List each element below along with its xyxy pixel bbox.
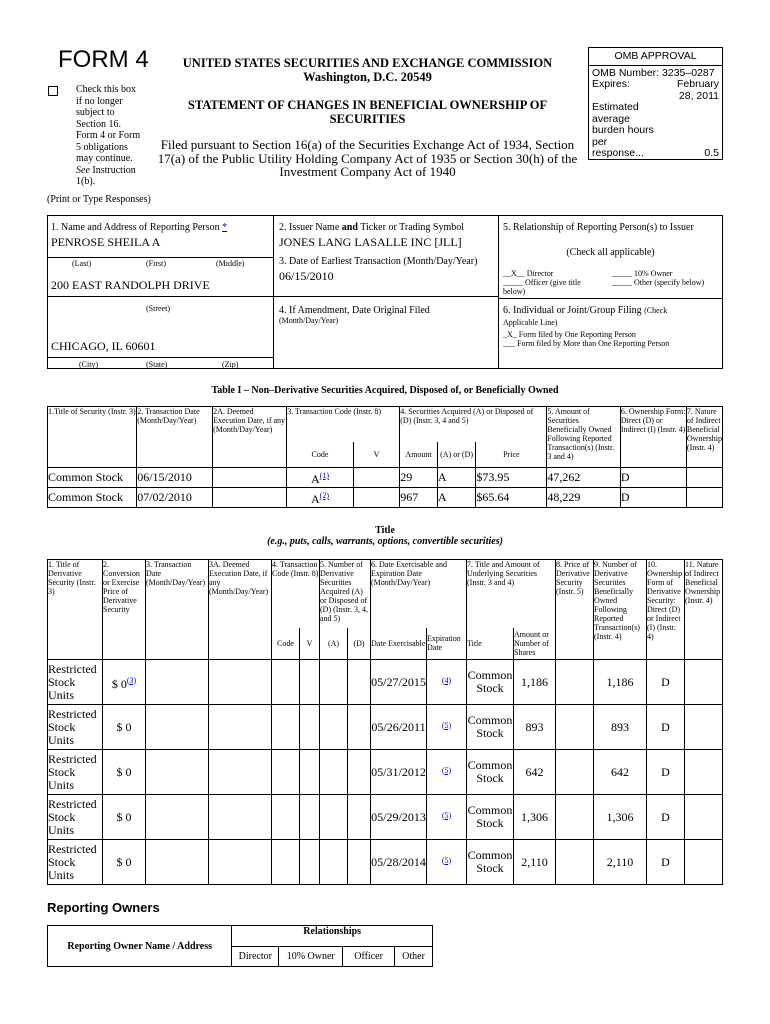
- footnote-link[interactable]: (5): [441, 855, 452, 865]
- footnote-link[interactable]: (5): [441, 810, 452, 820]
- table-row: Restricted Stock Units $ 0$^{(3)}$ 05/27/2015 $^{(4)}$ Common Stock 1,186 1,186 D: [48, 660, 723, 705]
- footnote-link[interactable]: (4): [441, 675, 452, 685]
- director-check: __X__ Director: [503, 269, 554, 278]
- table-row: Restricted Stock Units $ 0 05/29/2013 $^{(5)}$ Common Stock 1,306 1,306 D: [48, 795, 723, 840]
- reporting-owners-heading: Reporting Owners: [47, 900, 160, 915]
- footnote-link[interactable]: (5): [441, 765, 452, 775]
- form-title: FORM 4: [58, 46, 149, 73]
- reporting-person-name: PENROSE SHEILA A: [51, 235, 161, 249]
- city-address: CHICAGO, IL 60601: [51, 339, 156, 353]
- checkbox-text: Check this box if no longer subject to Section 16. Form 4 or Form 5 obligations may continue. See Instruction 1(b).: [76, 84, 141, 187]
- table2: 1. Title of Derivative Security (Instr. 3) 2. Conversion or Exercise Price of Derivative Security 3. Transaction Date (Month/Day/Year) 3A. Deemed Execution Date, if any (Month/Day/Year) 4. Transaction Code (Instr. 8) 5. Number of Derivative Securities Acquired (A) or Disposed of (D) (Instr. 3, 4, and 5) 6. Date Exercisable and Expiration Date (Month/Day/Year) 7. Title and Amount of Underlying Securities (Instr. 3 and 4) 8. Price of Derivative Security (Instr. 5) 9. Number of Derivative Securities Beneficially Owned Following Reported Transaction(s) (Instr. 4) 10. Ownership Form of Derivative Security: Direct (D) or Indirect (I) (Instr. 4) 11. Nature of Indirect Beneficial Ownership (Instr. 4) Code V (A) (D) Date Exercisable Expiration Date Title Amount or Number of Shares Restricted Stock Units $ 0$^{(3)}$ 05/27/2015 $^{(4)}$ Common Stock 1,186 1,186 D Restricted Stock Units $ 0 05/26/2011 $^{(5)}$ Common Stock 893 893 D Restricted Stock Units $ 0 05/31/2012 $^{(5)}$ Common Stock 642 642 D Restricted Stock Units $ 0 05/29/2013 $^{(5)}$ Common Stock 1,306 1,306 D Restricted Stock Units $ 0 05/28/2014 $^{(5)}$ Common Stock 2,110 2,110 D: [47, 559, 723, 885]
- boxes-1-6: 1. Name and Address of Reporting Person * PENROSE SHEILA A (Last) (First) (Middle) 200 EAST RANDOLPH DRIVE (Street) CHICAGO, IL 60601 (City) (State) (Zip) 2. Issuer Name and Ticker or Trading Symbol JONES LANG LASALLE INC [JLL] 3. Date of Earliest Transaction (Month/Day/Year) 06/15/2010 4. If Amendment, Date Original Filed (Month/Day/Year) 5. Relationship of Reporting Person(s) to Issuer (Check all applicable) __X__ Director _____ 10% Owner _____ Officer (give title _____ Other (specify below) below) 6. Individual or Joint/Group Filing (Check Applicable Line) _X_ Form filed by One Reporting Person ___ Form filed by More than One Reporting Person: [47, 215, 723, 369]
- agency-city: Washington, D.C. 20549: [303, 70, 432, 84]
- table-row: Restricted Stock Units $ 0 05/28/2014 $^{(5)}$ Common Stock 2,110 2,110 D: [48, 840, 723, 885]
- table-row: Restricted Stock Units $ 0 05/31/2012 $^{(5)}$ Common Stock 642 642 D: [48, 750, 723, 795]
- table-row: Common Stock 07/02/2010 $A^{(2)}$ 967 A $65.64 48,229 D: [48, 488, 723, 508]
- table1: 1.Title of Security (Instr. 3) 2. Transaction Date (Month/Day/Year) 2A. Deemed Execution Date, if any (Month/Day/Year) 3. Transaction Code (Instr. 8) 4. Securities Acquired (A) or Disposed of (D) (Instr. 3, 4 and 5) 5. Amount of Securities Beneficially Owned Following Reported Transaction(s) (Instr. 3 and 4) 6. Ownership Form: Direct (D) or Indirect (I) (Instr. 4) 7. Nature of Indirect Beneficial Ownership (Instr. 4) Code V Amount (A) or (D) Price Common Stock 06/15/2010 $A^{(1)}$ 29 A $73.95 47,262 D Common Stock 07/02/2010 $A^{(2)}$ 967 A $65.64 48,229 D: [48, 407, 723, 506]
- earliest-date: 06/15/2010: [279, 269, 334, 283]
- table-row: Common Stock 06/15/2010 $A^{(1)}$ 29 A $73.95 47,262 D: [48, 468, 723, 488]
- filed-pursuant: Filed pursuant to Section 16(a) of the Securities Exchange Act of 1934, Section 17(a) of the Public Utility Holding Company Act of 1935 or Section 30(h) of the Investment Company Act of 1940: [157, 137, 578, 179]
- reporting-owners-table: Reporting Owner Name / Address Relationships Director 10% Owner Officer Other: [47, 925, 433, 967]
- footnote-link[interactable]: (3): [126, 675, 137, 685]
- reporting-person-footnote[interactable]: *: [222, 222, 228, 233]
- omb-box: OMB APPROVAL OMB Number: 3235–0287 Expires: February 28, 2011 Estimated average burden hours per response... 0.5: [588, 47, 723, 160]
- table-row: Restricted Stock Units $ 0 05/26/2011 $^{(5)}$ Common Stock 893 893 D: [48, 705, 723, 750]
- table2-title: Title (e.g., puts, calls, warrants, options, convertible securities): [267, 525, 503, 547]
- issuer-name: JONES LANG LASALLE INC [JLL]: [279, 235, 462, 249]
- footnote-link[interactable]: (2): [319, 491, 329, 500]
- agency-name: UNITED STATES SECURITIES AND EXCHANGE COMMISSION: [182, 56, 553, 70]
- footnote-link[interactable]: (1): [319, 471, 329, 480]
- table1-title: Table I – Non–Derivative Securities Acquired, Disposed of, or Beneficially Owned: [211, 385, 559, 396]
- footnote-link[interactable]: (5): [441, 720, 452, 730]
- checkbox[interactable]: [48, 86, 58, 96]
- print-note: (Print or Type Responses): [47, 194, 151, 205]
- header-center: UNITED STATES SECURITIES AND EXCHANGE COMMISSION Washington, D.C. 20549 STATEMENT OF CHANGES IN BENEFICIAL OWNERSHIP OF SECURITIES Filed pursuant to Section 16(a) of the Securities Exchange Act of 1934, Section 17(a) of the Public Utility Holding Company Act of 1935 or Section 30(h) of the Investment Company Act of 1940: [150, 56, 585, 179]
- street-address: 200 EAST RANDOLPH DRIVE: [51, 278, 210, 292]
- statement-title: STATEMENT OF CHANGES IN BENEFICIAL OWNERSHIP OF: [187, 98, 548, 112]
